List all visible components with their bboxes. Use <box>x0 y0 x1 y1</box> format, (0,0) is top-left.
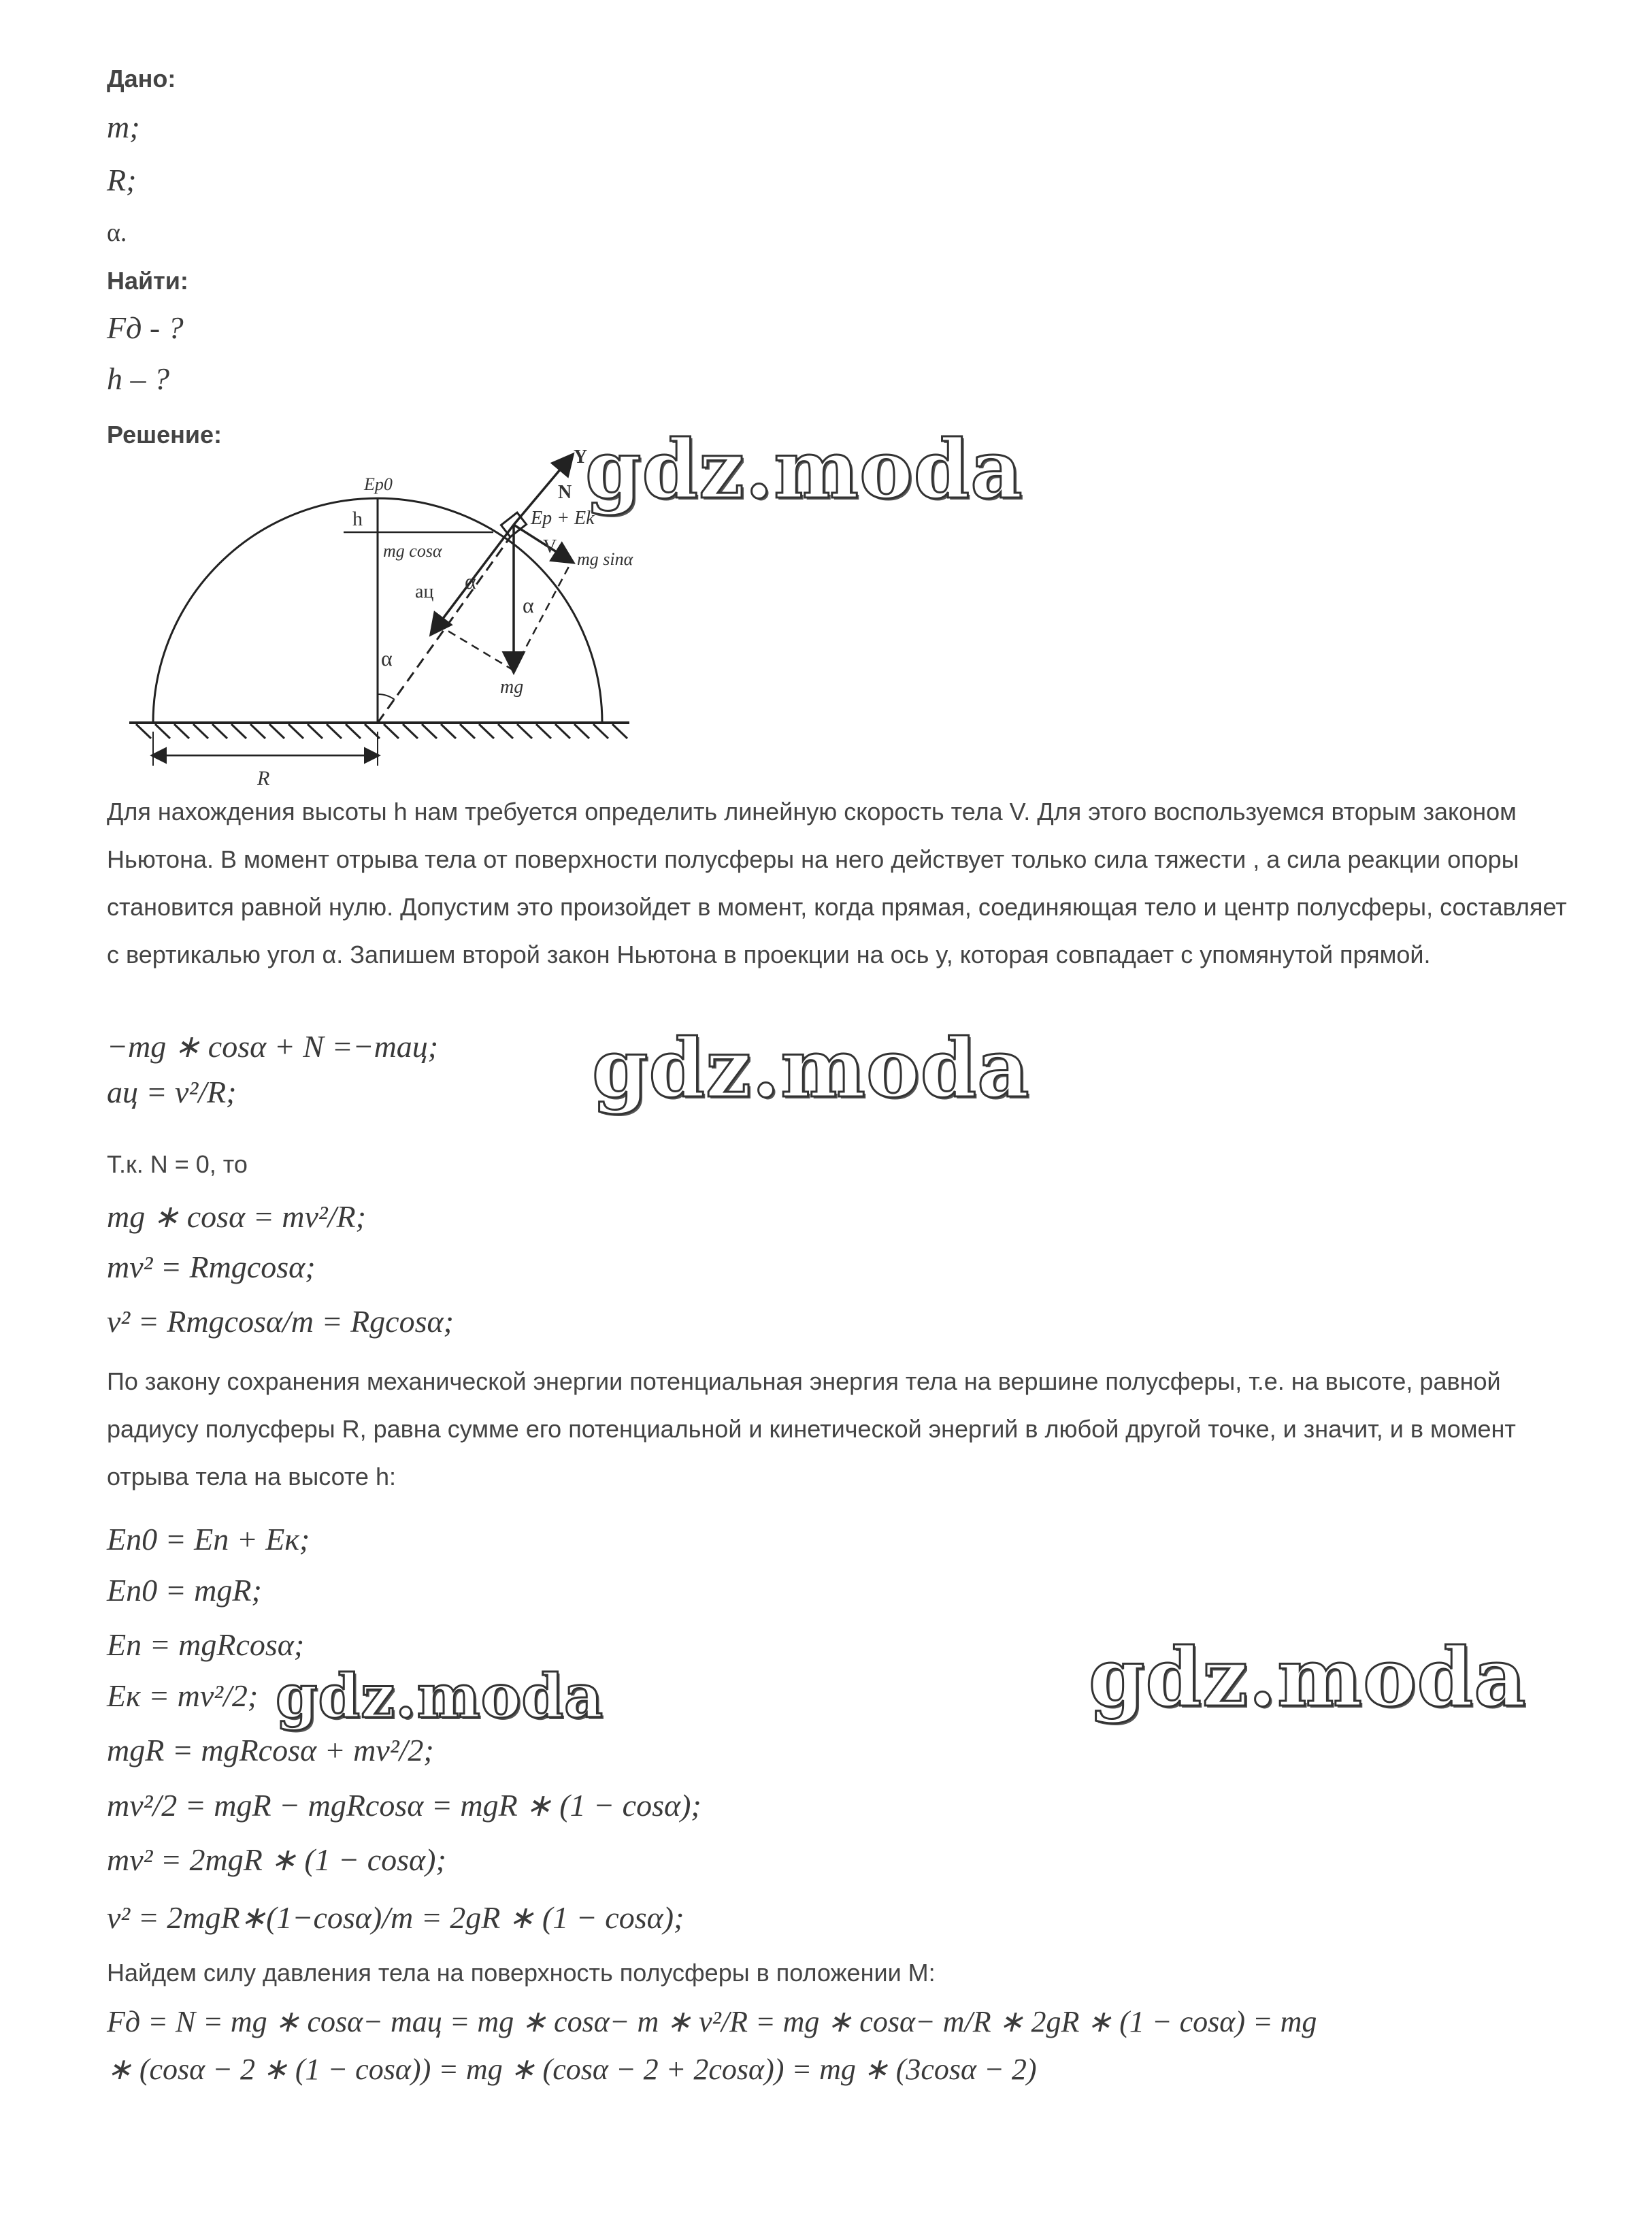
dashed-radius <box>378 532 514 723</box>
label-v: V <box>543 536 557 557</box>
equation-v2: v² = Rmgcosα/m = Rgcosα; <box>107 1304 454 1339</box>
label-alpha-center: α <box>381 646 393 670</box>
label-ep0: Ep0 <box>364 474 393 494</box>
label-mg-cos: mg cosα <box>383 541 442 561</box>
paragraph-energy: По закону сохранения механической энергии потенциальная энергия тела на вершине полусферы, т.е. на высоте, равной радиусу полусферы R, равна сумме его потенциальной и кинетической энергий в любой другой точке, и значит, и в момент отрыва тела на высоте h: <box>107 1367 1516 1490</box>
label-mg: mg <box>500 677 524 698</box>
label-alpha-right: α <box>523 593 534 617</box>
label-ac: aц <box>415 581 434 602</box>
equation-ep0: Eп0 = mgR; <box>107 1573 262 1608</box>
equation-energy-expanded: mgR = mgRcosα + mv²/2; <box>107 1733 434 1767</box>
label-alpha-mid: α <box>465 569 476 593</box>
equation-force: Fд = N = mg ∗ cosα− maц = mg ∗ cosα− m ∗ v²/R = mg ∗ cosα− m/R ∗ 2gR ∗ (1 − cosα) = mg <box>107 2005 1317 2038</box>
equation-ep: Eп = mgRcosα; <box>107 1627 305 1662</box>
projection-dash-1 <box>446 630 514 670</box>
equation-energy-balance: Eп0 = Eп + Eк; <box>107 1522 310 1556</box>
given-r: R; <box>107 163 137 197</box>
given-alpha: α. <box>107 218 127 247</box>
given-heading: Дано: <box>107 65 176 93</box>
find-heading: Найти: <box>107 267 188 295</box>
equation-half-mv2: mv²/2 = mgR − mgRcosα = mgR ∗ (1 − cosα); <box>107 1788 701 1823</box>
equation-centripetal: aц = v²/R; <box>107 1075 237 1109</box>
watermark-1: gdz.moda <box>585 422 1023 517</box>
equation-mv2-full: mv² = 2mgR ∗ (1 − cosα); <box>107 1842 446 1877</box>
center-angle-arc <box>378 694 395 700</box>
label-r: R <box>257 767 270 789</box>
label-h: h <box>352 508 363 530</box>
equation-force-result: ∗ (cosα − 2 ∗ (1 − cosα)) = mg ∗ (cosα − 2 + 2cosα)) = mg ∗ (3cosα − 2) <box>107 2053 1037 2086</box>
watermark-4: gdz.moda <box>1089 1630 1527 1725</box>
label-mg-sin: mg sinα <box>577 549 633 569</box>
watermark-2: gdz.moda <box>592 1021 1030 1115</box>
label-ep-ek: Ep + Ek <box>531 508 595 529</box>
equation-newton: −mg ∗ cosα + N =−maц; <box>107 1029 439 1064</box>
label-n: N <box>558 482 572 503</box>
label-y: Y <box>574 449 588 468</box>
given-m: m; <box>107 110 140 144</box>
paragraph-pressure: Найдем силу давления тела на поверхность полусферы в положении М: <box>107 1959 936 1987</box>
text-since-n-zero: Т.к. N = 0, то <box>107 1150 248 1178</box>
equation-mv2: mv² = Rmgcosα; <box>107 1250 316 1284</box>
paragraph-intro: Для нахождения высоты h нам требуется определить линейную скорость тела V. Для этого воспользуемся вторым законом Ньютона. В момент отрыва тела от поверхности полусферы на него действует только сила тяжести , а сила реакции опоры становится равной нулю. Допустим это произойдет в момент, когда прямая, соединяющая тело и центр полусферы, составляет с вертикалью угол α. Запишем второй закон Ньютона в проекции на ось y, которая совпадает с упомянутой прямой. <box>107 798 1567 968</box>
equation-ek: Eк = mv²/2; <box>107 1678 259 1713</box>
solution-heading: Решение: <box>107 421 222 449</box>
find-height: h – ? <box>107 361 169 396</box>
equation-mg-cos: mg ∗ cosα = mv²/R; <box>107 1199 366 1234</box>
ground-hatching <box>136 724 627 738</box>
find-force: Fд - ? <box>107 310 184 345</box>
watermark-3: gdz.moda <box>276 1661 604 1731</box>
equation-v2-full: v² = 2mgR∗(1−cosα)/m = 2gR ∗ (1 − cosα); <box>107 1900 684 1935</box>
